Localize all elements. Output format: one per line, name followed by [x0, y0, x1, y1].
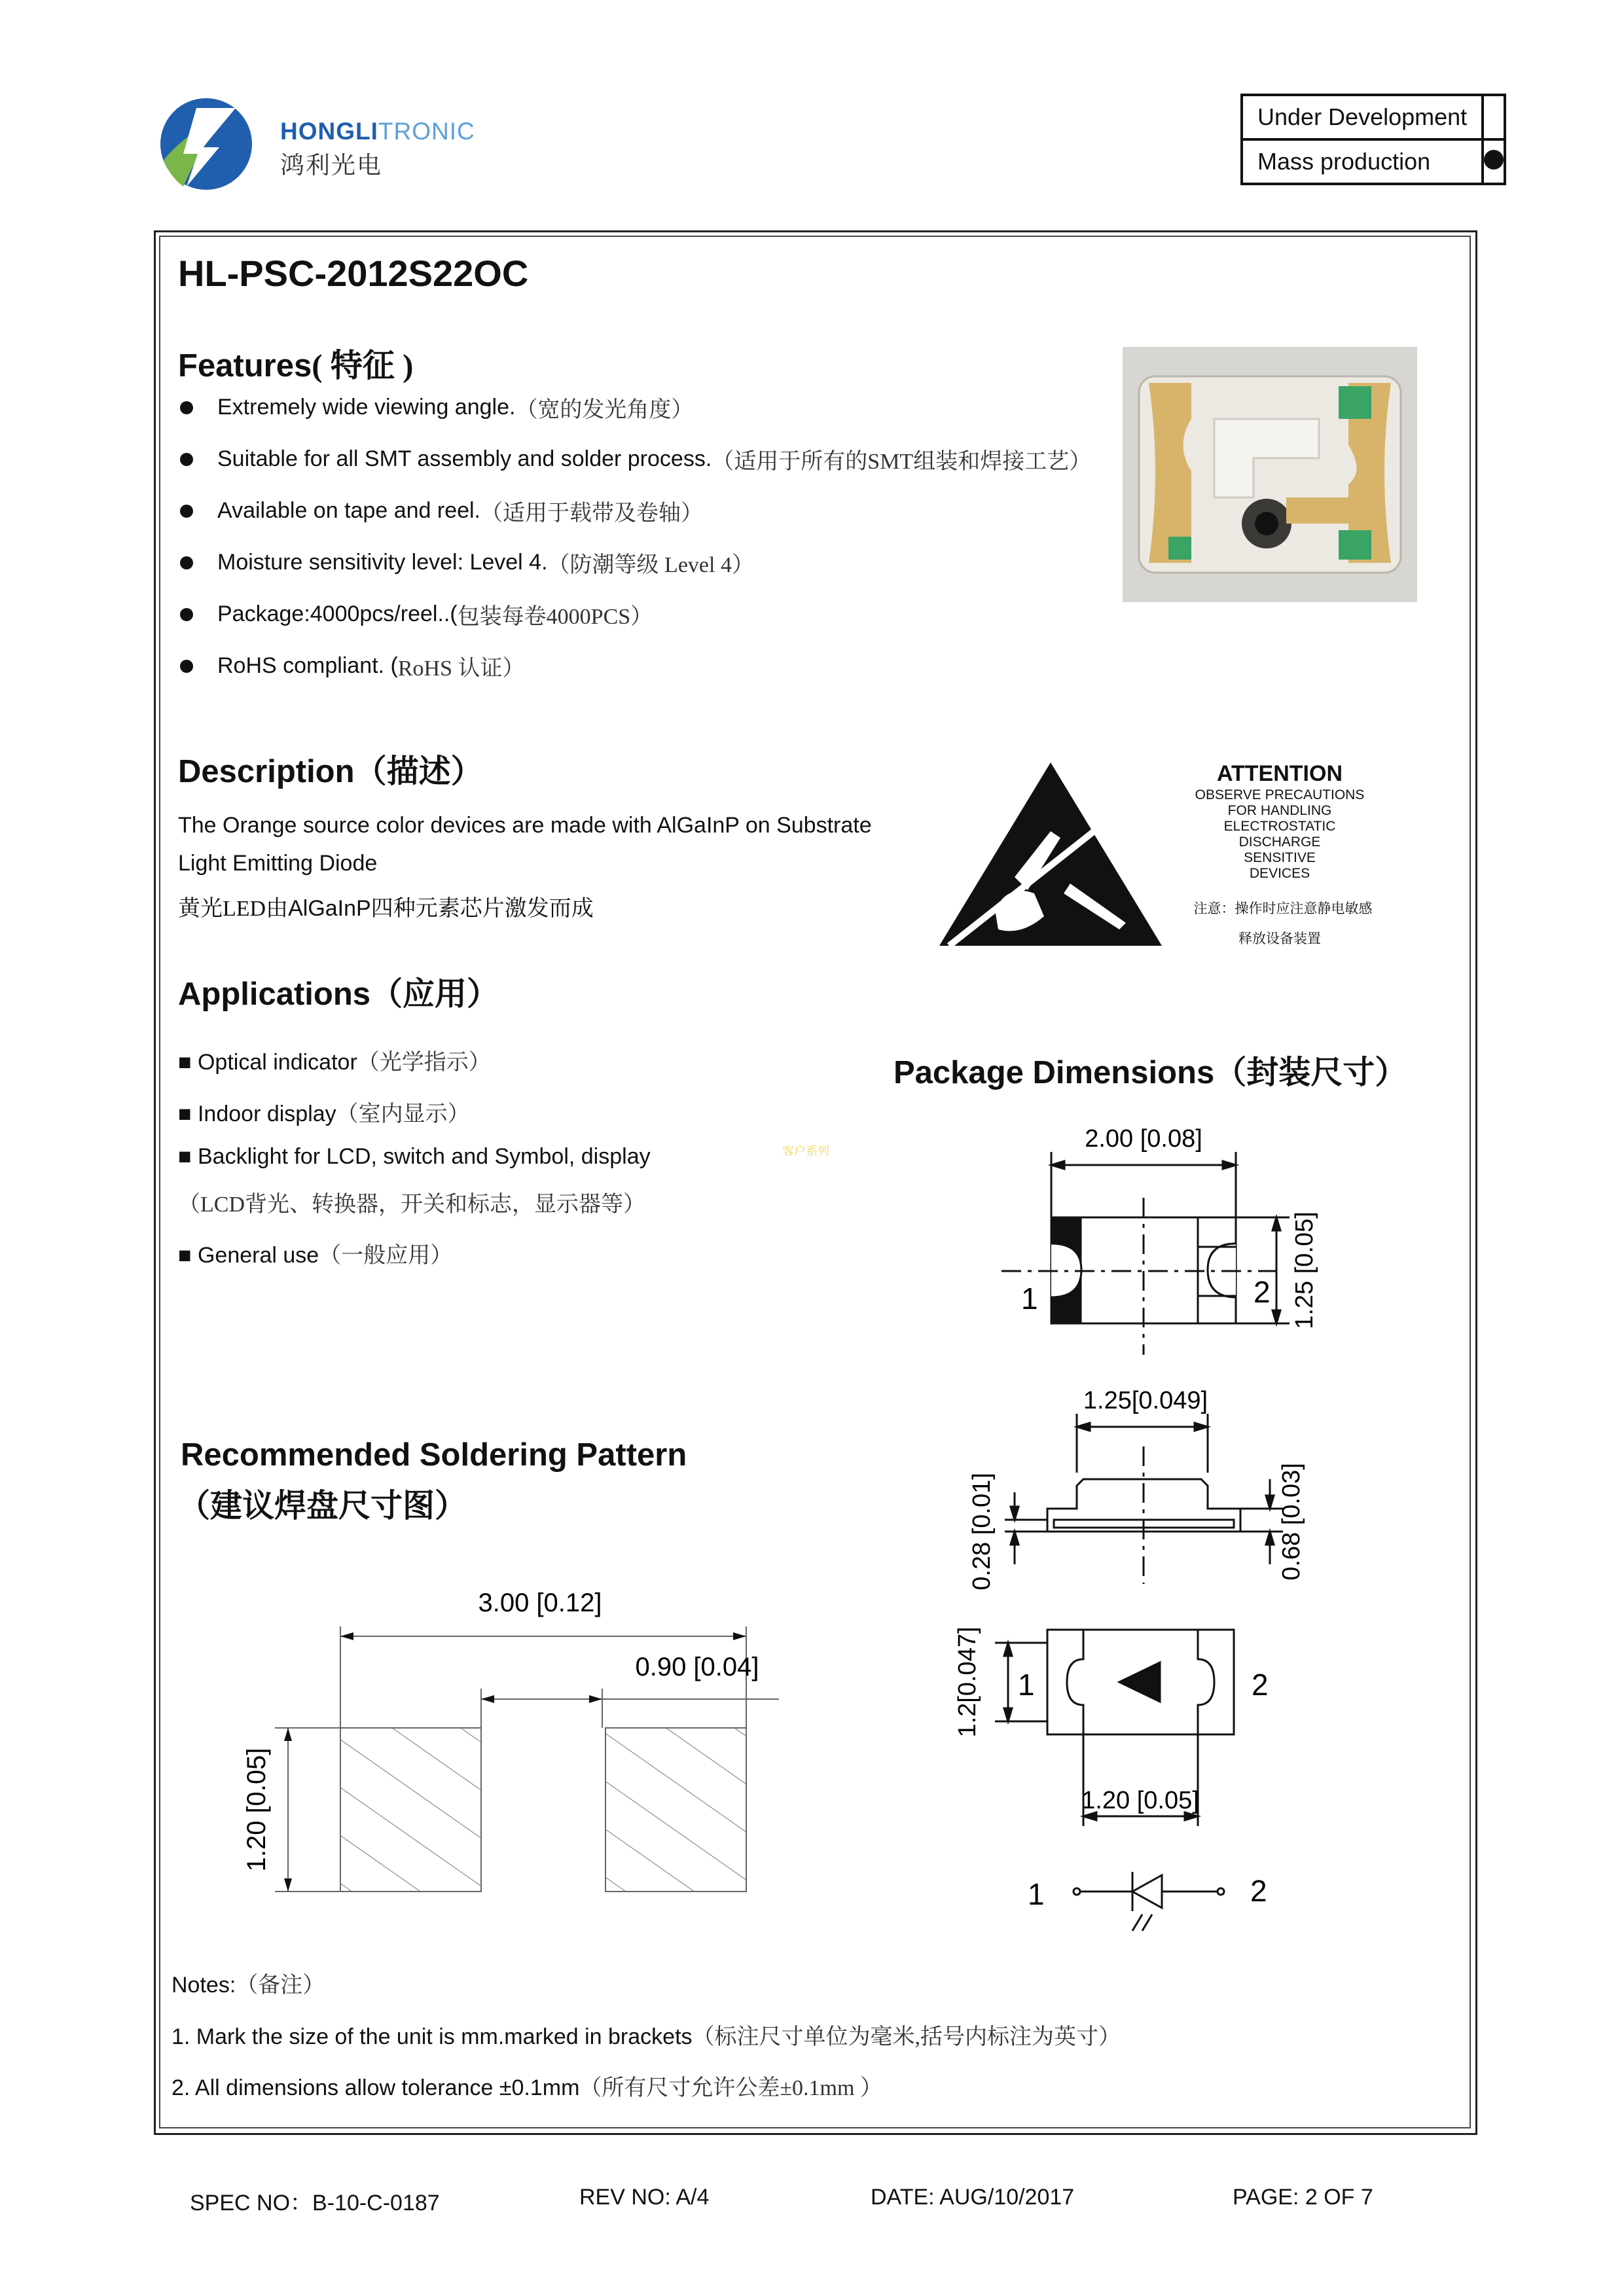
side-view-left-height-label: 0.28 [0.01] — [968, 1473, 996, 1590]
diode-pin1-label: 1 — [1028, 1877, 1045, 1911]
bullet-icon — [180, 401, 193, 414]
feature-item: Moisture sensitivity level: Level 4. （防潮等级 Level 4） — [180, 547, 754, 579]
description-heading: Description（描述） — [178, 753, 483, 789]
attention-line: DISCHARGE — [1238, 834, 1321, 850]
attention-cn-line: 注意：操作时应注意静电敏感 — [1193, 901, 1373, 916]
footer-spec-no: SPEC NO：B-10-C-0187 — [190, 2191, 440, 2215]
status-row-mass-production — [1242, 139, 1505, 184]
feature-item: Suitable for all SMT assembly and solder process. （适用于所有的SMT组装和焊接工艺） — [180, 443, 1091, 475]
pad-gap-label: 0.90 [0.04] — [635, 1653, 759, 1681]
footer-page: PAGE: 2 OF 7 — [1233, 2185, 1373, 2210]
application-item: ■ General use（一般应用） — [178, 1243, 453, 1268]
package-dimensions-heading: Package Dimensions（封装尺寸） — [893, 1054, 1407, 1090]
attention-title: ATTENTION — [1216, 761, 1343, 786]
attention-line: FOR HANDLING — [1227, 803, 1332, 818]
faint-watermark-text: 客户系列 — [782, 1145, 829, 1158]
status-row-under-development — [1242, 95, 1505, 139]
bottom-view-pin1-label: 1 — [1018, 1668, 1035, 1702]
bottom-view-width-label: 1.20 [0.05] — [1081, 1787, 1199, 1814]
pad-height-label: 1.20 [0.05] — [242, 1748, 271, 1872]
production-status-table — [1240, 94, 1506, 185]
diode-pin2-label: 2 — [1250, 1874, 1267, 1908]
bullet-icon — [180, 660, 193, 673]
status-label: Under Development — [1242, 95, 1483, 139]
top-view-pin2-label: 2 — [1254, 1275, 1271, 1309]
total-width-label: 3.00 [0.12] — [478, 1588, 602, 1617]
side-view-width-label: 1.25[0.049] — [1083, 1387, 1208, 1414]
attention-cn-line: 释放设备装置 — [1238, 931, 1321, 946]
status-mark-filled — [1483, 139, 1505, 184]
description-line: The Orange source color devices are made with AlGaInP on Substrate — [178, 813, 872, 838]
part-number-title: HL-PSC-2012S22OC — [178, 253, 529, 294]
note-item: 1. Mark the size of the unit is mm.marked in brackets（标注尺寸单位为毫米,括号内标注为英寸） — [171, 2024, 1121, 2049]
feature-item: Extremely wide viewing angle. （宽的发光角度） — [180, 391, 693, 423]
attention-line: SENSITIVE — [1244, 850, 1316, 865]
attention-line: OBSERVE PRECAUTIONS — [1195, 787, 1365, 802]
description-line: Light Emitting Diode — [178, 851, 378, 876]
features-heading: Features( 特征 ) — [178, 348, 414, 384]
attention-line: DEVICES — [1249, 866, 1310, 881]
application-item: ■ Optical indicator（光学指示） — [178, 1050, 491, 1075]
bullet-icon — [180, 608, 193, 621]
top-view-pin1-label: 1 — [1021, 1282, 1038, 1316]
side-view-right-height-label: 0.68 [0.03] — [1278, 1463, 1305, 1581]
footer-rev-no: REV NO: A/4 — [579, 2185, 710, 2210]
status-label: Mass production — [1242, 139, 1483, 184]
feature-item: Available on tape and reel. （适用于载带及卷轴） — [180, 495, 703, 527]
description-line-cn: 黄光LED由AlGaInP四种元素芯片激发而成 — [178, 896, 594, 921]
attention-line: ELECTROSTATIC — [1223, 819, 1336, 834]
applications-heading: Applications（应用） — [178, 976, 499, 1012]
bullet-icon — [180, 453, 193, 466]
bottom-view-pin2-label: 2 — [1252, 1668, 1269, 1702]
application-item-cn: （LCD背光、转换器，开关和标志，显示器等） — [178, 1193, 645, 1217]
led-product-photo — [1123, 347, 1417, 602]
logo-wordmark: HONGLITRONIC — [280, 118, 475, 145]
soldering-pattern-heading: Recommended Soldering Pattern — [181, 1437, 687, 1473]
logo-chinese-name: 鸿利光电 — [280, 152, 382, 179]
esd-warning-icon — [936, 759, 1165, 949]
notes-heading: Notes:（备注） — [171, 1973, 325, 1998]
filled-dot-icon — [1484, 150, 1504, 170]
application-item: ■ Indoor display（室内显示） — [178, 1102, 470, 1126]
top-view-height-label: 1.25 [0.05] — [1291, 1211, 1318, 1329]
note-item: 2. All dimensions allow tolerance ±0.1mm（所有尺寸允许公差±0.1mm ） — [171, 2075, 882, 2100]
bullet-icon — [180, 556, 193, 569]
bottom-view-height-label: 1.2[0.047] — [954, 1626, 981, 1738]
feature-item: Package:4000pcs/reel..( 包装每卷4000PCS） — [180, 598, 653, 630]
bullet-icon — [180, 505, 193, 518]
footer-date: DATE: AUG/10/2017 — [871, 2185, 1075, 2210]
top-view-width-label: 2.00 [0.08] — [1085, 1125, 1202, 1153]
status-mark-empty — [1483, 95, 1505, 139]
soldering-pattern-heading-cn: （建议焊盘尺寸图） — [178, 1488, 467, 1524]
package-dimensions-drawing — [943, 1113, 1414, 1937]
company-logo-icon — [157, 95, 255, 193]
application-item: ■ Backlight for LCD, switch and Symbol, display — [178, 1144, 651, 1169]
feature-item: RoHS compliant. ( RoHS 认证） — [180, 650, 525, 682]
soldering-pattern-drawing — [236, 1571, 825, 1924]
